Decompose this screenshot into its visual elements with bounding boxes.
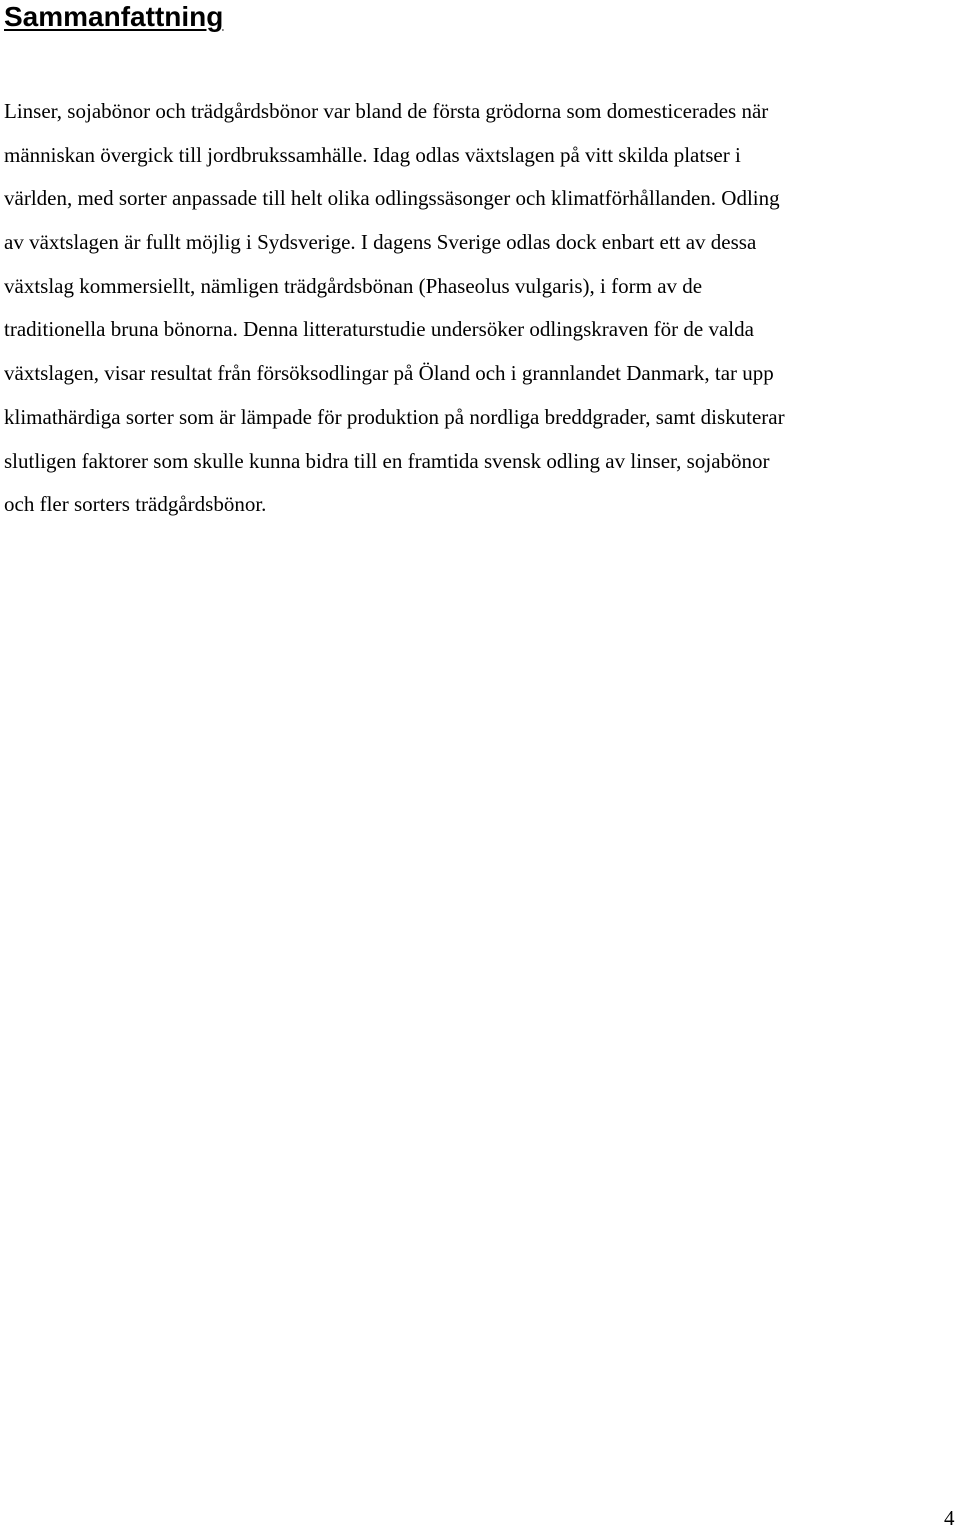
paragraph-line: traditionella bruna bönorna. Denna litteraturstudie undersöker odlingskraven för de valda <box>4 317 754 342</box>
paragraph-line: människan övergick till jordbrukssamhälle. Idag odlas växtslagen på vitt skilda platser i <box>4 142 741 167</box>
paragraph-line: klimathärdiga sorter som är lämpade för produktion på nordliga breddgrader, samt diskuterar <box>4 404 785 429</box>
paragraph-line: av växtslagen är fullt möjlig i Sydsverige. I dagens Sverige odlas dock enbart ett av dessa <box>4 230 757 255</box>
paragraph-line: världen, med sorter anpassade till helt olika odlingssäsonger och klimatförhållanden. Odling <box>4 186 780 211</box>
page-number: 4 <box>944 1506 955 1530</box>
section-heading: Sammanfattning <box>4 1 224 32</box>
paragraph-line: och fler sorters trädgårdsbönor. <box>4 492 267 517</box>
summary-paragraph <box>4 90 956 527</box>
paragraph-line: slutligen faktorer som skulle kunna bidra till en framtida svensk odling av linser, sojabönor <box>4 448 770 473</box>
paragraph-line: växtslag kommersiellt, nämligen trädgårdsbönan (Phaseolus vulgaris), i form av de <box>4 273 703 298</box>
paragraph-line: Linser, sojabönor och trädgårdsbönor var bland de första grödorna som domesticerades när <box>4 99 769 123</box>
paragraph-line: växtslagen, visar resultat från försöksodlingar på Öland och i grannlandet Danmark, tar upp <box>4 361 774 386</box>
